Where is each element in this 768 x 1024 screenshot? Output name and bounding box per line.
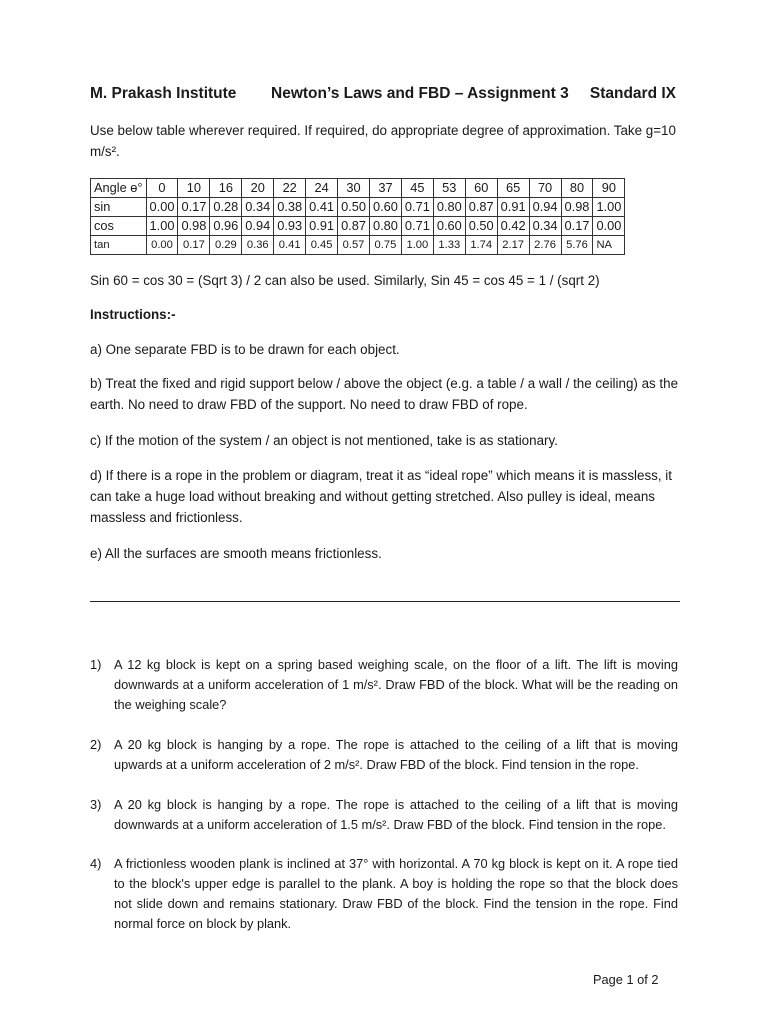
value-cell: 0.34 — [242, 198, 274, 217]
value-cell: 1.00 — [401, 236, 433, 255]
value-cell: 0.50 — [465, 217, 497, 236]
sin-row — [91, 198, 625, 217]
angle-cell: 0 — [146, 179, 178, 198]
angle-cell: 53 — [433, 179, 465, 198]
table-header-label: Angle ɵ° — [91, 179, 147, 198]
trig-table — [90, 178, 625, 255]
value-cell: 0.17 — [178, 236, 210, 255]
value-cell: 0.00 — [593, 217, 625, 236]
question-text: A frictionless wooden plank is inclined at 37° with horizontal. A 70 kg block is kept on it. A rope tied to the block's upper edge is parallel to the plank. A boy is holding the rope so that the block does not slide down and remains stationary. Draw FBD of the block. Find the tension in the rope. Find normal force on block by plank. — [114, 856, 678, 931]
value-cell: 0.17 — [561, 217, 593, 236]
value-cell: 2.76 — [529, 236, 561, 255]
standard-label: Standard IX — [589, 85, 676, 102]
row-label: sin — [91, 198, 147, 217]
value-cell: 0.57 — [338, 236, 370, 255]
value-cell: 0.45 — [306, 236, 338, 255]
angle-cell: 80 — [561, 179, 593, 198]
value-cell: 0.38 — [274, 198, 306, 217]
value-cell: 0.00 — [146, 198, 178, 217]
institute-name: M. Prakash Institute — [90, 85, 237, 102]
angle-cell: 65 — [497, 179, 529, 198]
value-cell: 1.00 — [593, 198, 625, 217]
value-cell: 0.93 — [274, 217, 306, 236]
value-cell: 0.42 — [497, 217, 529, 236]
page-number: Page 1 of 2 — [593, 972, 659, 987]
question-text: A 12 kg block is kept on a spring based weighing scale, on the floor of a lift. The lift is moving downwards at a uniform acceleration of 1 m/s². Draw FBD of the block. What will be the reading on the weighing scale? — [114, 657, 678, 712]
value-cell: 0.28 — [210, 198, 242, 217]
instruction-item: a) One separate FBD is to be drawn for each object. — [90, 342, 400, 357]
page-header — [90, 85, 680, 107]
value-cell: 0.75 — [369, 236, 401, 255]
value-cell: 0.91 — [306, 217, 338, 236]
question-text: A 20 kg block is hanging by a rope. The rope is attached to the ceiling of a lift that is moving upwards at a uniform acceleration of 2 m/s². Draw FBD of the block. Find tension in the rope. — [114, 737, 678, 772]
value-cell: NA — [593, 236, 625, 255]
angle-cell: 45 — [401, 179, 433, 198]
angle-cell: 30 — [338, 179, 370, 198]
trig-header-row — [91, 179, 625, 198]
identity-note: Sin 60 = cos 30 = (Sqrt 3) / 2 can also be used. Similarly, Sin 45 = cos 45 = 1 / (sqrt 2) — [90, 273, 600, 288]
value-cell: 0.60 — [369, 198, 401, 217]
instruction-item: d) If there is a rope in the problem or diagram, treat it as “ideal rope” which means it is massless, it can take a huge load without breaking and without getting stretched. Also pulley is ideal, means massless and frictionless. — [90, 468, 672, 525]
value-cell: 0.17 — [178, 198, 210, 217]
value-cell: 0.29 — [210, 236, 242, 255]
angle-cell: 22 — [274, 179, 306, 198]
question-number: 1) — [90, 657, 102, 672]
value-cell: 0.80 — [433, 198, 465, 217]
value-cell: 5.76 — [561, 236, 593, 255]
value-cell: 0.98 — [561, 198, 593, 217]
angle-cell: 24 — [306, 179, 338, 198]
value-cell: 0.96 — [210, 217, 242, 236]
section-divider — [90, 601, 680, 602]
assignment-title: Newton’s Laws and FBD – Assignment 3 — [271, 85, 569, 102]
angle-cell: 70 — [529, 179, 561, 198]
value-cell: 0.34 — [529, 217, 561, 236]
value-cell: 1.00 — [146, 217, 178, 236]
value-cell: 2.17 — [497, 236, 529, 255]
tan-row — [91, 236, 625, 255]
question-number: 3) — [90, 797, 102, 812]
angle-cell: 16 — [210, 179, 242, 198]
instruction-item: c) If the motion of the system / an object is not mentioned, take is as stationary. — [90, 433, 558, 448]
intro-text: Use below table wherever required. If required, do appropriate degree of approximation. Take g=10 m/s². — [90, 123, 676, 159]
value-cell: 0.94 — [529, 198, 561, 217]
value-cell: 0.60 — [433, 217, 465, 236]
question-text: A 20 kg block is hanging by a rope. The rope is attached to the ceiling of a lift that is moving downwards at a uniform acceleration of 1.5 m/s². Draw FBD of the block. Find tension in the rope. — [114, 797, 678, 832]
instructions-heading: Instructions:- — [90, 307, 176, 322]
angle-cell: 20 — [242, 179, 274, 198]
question-number: 4) — [90, 856, 102, 871]
row-label: tan — [91, 236, 147, 255]
value-cell: 0.80 — [369, 217, 401, 236]
value-cell: 0.94 — [242, 217, 274, 236]
value-cell: 0.87 — [465, 198, 497, 217]
value-cell: 0.41 — [306, 198, 338, 217]
angle-cell: 60 — [465, 179, 497, 198]
angle-cell: 37 — [369, 179, 401, 198]
value-cell: 0.87 — [338, 217, 370, 236]
value-cell: 0.50 — [338, 198, 370, 217]
value-cell: 1.33 — [433, 236, 465, 255]
value-cell: 0.36 — [242, 236, 274, 255]
question-number: 2) — [90, 737, 102, 752]
value-cell: 0.98 — [178, 217, 210, 236]
angle-cell: 10 — [178, 179, 210, 198]
cos-row — [91, 217, 625, 236]
value-cell: 0.41 — [274, 236, 306, 255]
value-cell: 0.71 — [401, 217, 433, 236]
value-cell: 0.71 — [401, 198, 433, 217]
value-cell: 0.91 — [497, 198, 529, 217]
value-cell: 1.74 — [465, 236, 497, 255]
instruction-item: e) All the surfaces are smooth means frictionless. — [90, 546, 382, 561]
row-label: cos — [91, 217, 147, 236]
value-cell: 0.00 — [146, 236, 178, 255]
angle-cell: 90 — [593, 179, 625, 198]
instruction-item: b) Treat the fixed and rigid support below / above the object (e.g. a table / a wall / the ceiling) as the earth. No need to draw FBD of the support. No need to draw FBD of rope. — [90, 376, 679, 412]
